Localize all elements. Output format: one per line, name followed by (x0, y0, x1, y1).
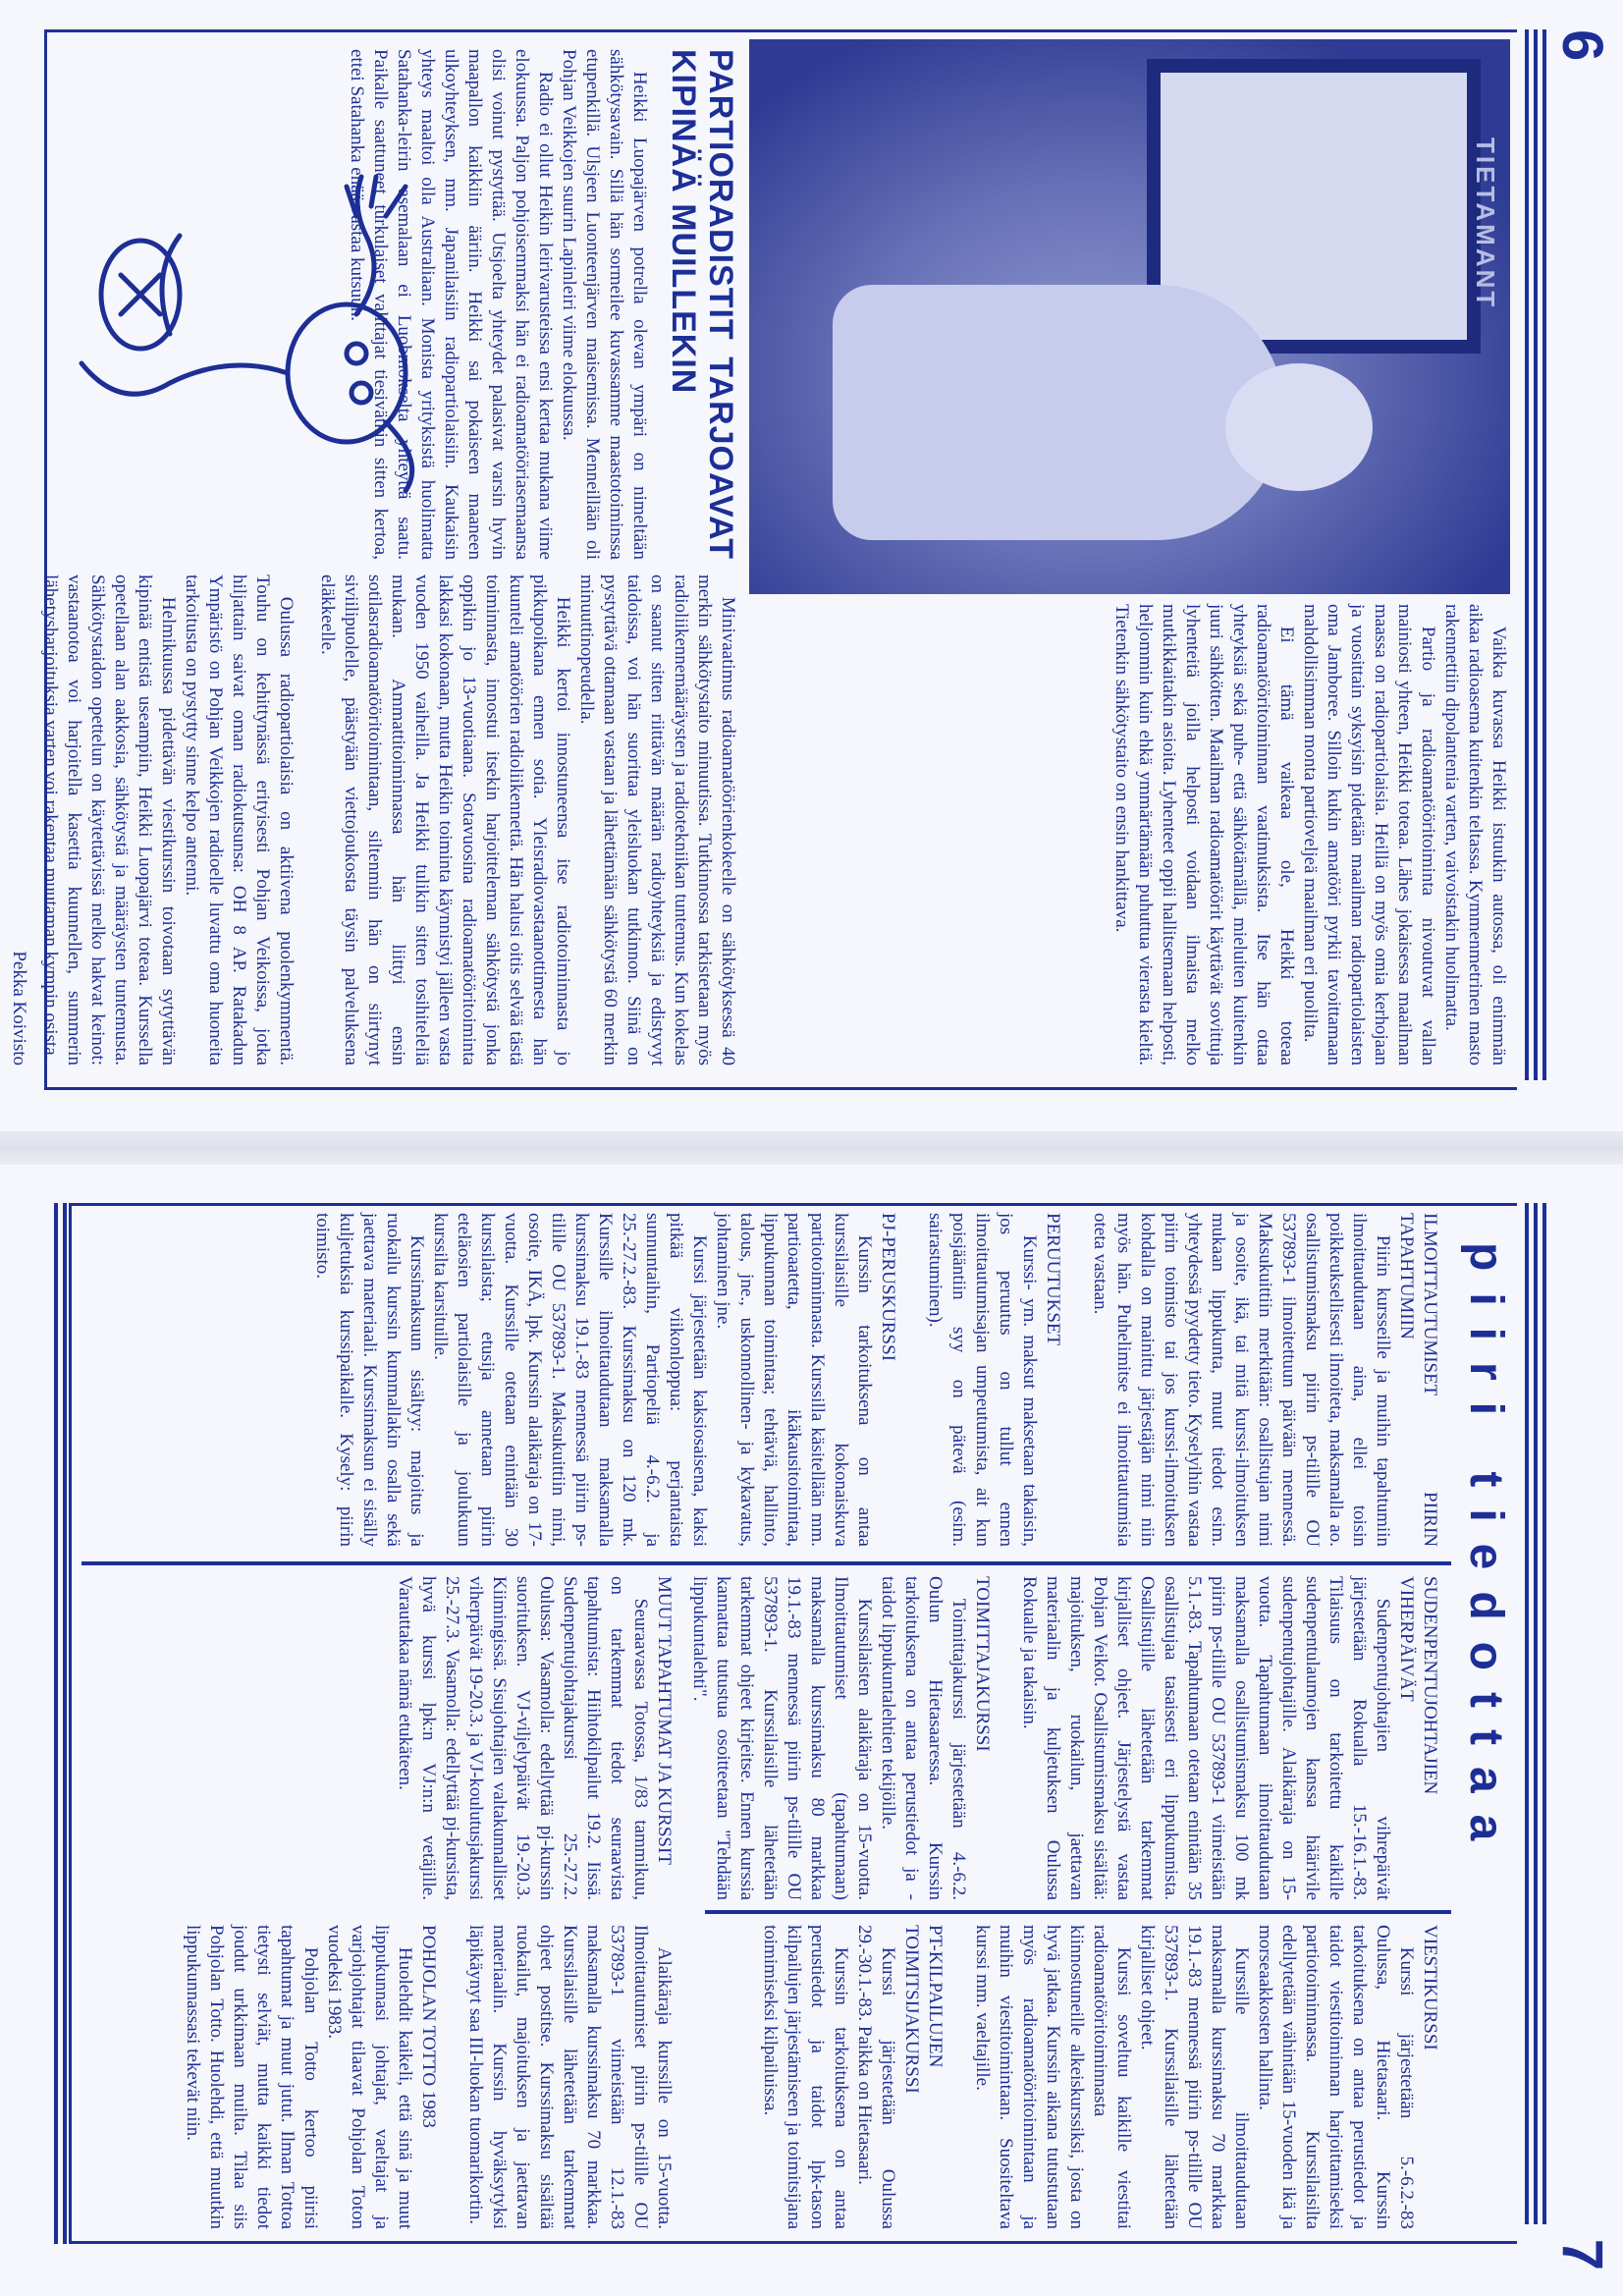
notice-heading: POHJOLAN TOTTO 1983 (418, 1925, 439, 2128)
notice-block (970, 1925, 1135, 2229)
column-3-lower (157, 1925, 676, 2229)
notice-text: Huolehdit kaikeli, että sinä ja muut lippukunnasi johtajat, vaeltajat ja varjohjohtajat tilaavat Pohjolan Toton vuodeksi 1983. (324, 1925, 415, 2229)
notice-text: Seuraavassa Totossa, 1/83 tammikuu, on tarkemmat tiedot seuraavista tapahtumista: Hiihtokilpailut 19.2. Iissä. Sudenpentujohtajakurssi 25.-27.2. Oulussa: Vasamolla: edellyttää pj-kurssin suorituksen. VJ-viljelypäivät 19.-20.3. Kiimingissä. Sisujohtajien valtakunnalliset viherpäivät 19-20.3. ja VJ-koulutusjakurssi 25.-27.3. Vasamolla: edellyttää pj-kursista, hyvä kurssi lpk:n VJ:n:n vetäjille. Varauttakaa nämä etukäteen. (395, 1576, 651, 1900)
intro-paragraph: Partio ja radioamatööritoiminta nivoutuvat vallan mainiosti yhteen, Heikki toteaa. Lähes jokaisessa maailman maassa on radiopartiolaisia. Heillä on myös omia kerhojaan ja vuosittain syksyisin pidetään maailman radiopartiolaisten oma Jamboree. Silloin kukin amatööri pyrkii tavoittamaan mahdollisimman monta partioveljeä maailman eri puolilta. (1300, 604, 1438, 1066)
notice-text: Kurssi soveltuu kaikille viestitai radioamatööritoiminnasta kiinnostuneille alkeiskurssiksi, josta on hyvä jatkaa. Kurssin aikana tutustutaan myös radioamatööritoimintaan ja muihin viestitoimintaan. Suositeltava kurssi mm. vaeltajille. (972, 1925, 1134, 2229)
intro-paragraph: Vaikka kuvassa Heikki istuukin autossa, oli enimmän aikaa radioasema kuitenkin teltassa. Kymmenmetrinen masto rakennettiin dipolantenia varten, vaivoistakin huolimatta. (1441, 604, 1509, 1066)
cartoon-radio-scout-illustration (52, 128, 464, 520)
notice-text: Alaikäraja kurssille on 15-vuotta. Ilmoittautumiset piirin ps-tilille OU 537893-1 viimeistään 12.1.-83 maksamalla kurssimaksu 70 markkaa. Kurssilaisille lähetetään tarkemmat ohjeet postitse. Kurssimaksu sisältää ruokailut, majoituksen ja jaettavan materiaalin. Kurssin hyväksytyksi läpikäynyt saa III-luokan tuomarikortin. (465, 1925, 675, 2229)
column-divider (705, 1910, 1451, 1914)
notice-text: Piirin kursseille ja muihin tapahtumiin ilmoittaudutaan aina, ellei toisin poikkeuksellisesti ilmoiteta, maksamalla ao. osallistumismaksu piirin ps-tilille OU 537893-1 ilmoitettuun päivään mennessä. Maksukuittiin merkitään: osallistujan nimi ja osoite, ikä, tai mitä kurssi-ilmoituksen mukaan lippukunta, muut tiedot esim. yhteydessä pyydetty tieto. Kyselyihin vastaa piirin toimisto tai jos kurssi-ilmoituksen kohdalla on mainittu järjestäjän nimi niin myös hän. Puhelimitse ei ilmoittautumisia oteta vastaan. (1090, 1213, 1393, 1547)
notice-text: Kurssilaisten alaikäraja on 15-vuotta. Ilmoittautumiset (tapahtumaan) maksamalla kurssimaksu 80 markkaa 19.1.-83 mennessä piirin ps-tilille OU 537893-1. Kurssilaisille lähetetään tarkemmat ohjeet kirjeitse. Ennen kurssia kannattaa tutustua osoitteetaan "Tehdään lippukuntalehti". (689, 1576, 875, 1900)
notice-heading: PERUUTUKSET (1043, 1213, 1063, 1346)
page-number: 7 (1550, 2238, 1614, 2270)
notice-block (1253, 1925, 1441, 2229)
footer-rules (49, 1203, 67, 2244)
page-number: 6 (1550, 29, 1614, 62)
notice-block (181, 1925, 322, 2229)
notice-block (393, 1576, 676, 1900)
notice-heading: VIESTIKURSSI (1420, 1925, 1440, 2050)
header-rules (1520, 1203, 1546, 2224)
notice-block (1088, 1213, 1441, 1547)
body-paragraph: Oulussa radiopartiolaisia on aktiivena puolenkymmentä. Touhu on kehittynässä erityisesti Pohjan Veikoissa, jotka hiljattain saivat oman radiokutsunsa: OH 8 AP. Ratakadun Ympäristö on Pohjan Veikkojen radioelle luvattu oma huoneita tarkoitusta on pystytty sinne kelpo antenni. (182, 574, 297, 1066)
article-headline: PARTIORADISTIT TARJOAVAT KIPINÄÄ MUILLEKIN (665, 49, 739, 560)
column-3 (734, 1925, 1441, 2229)
notice-text: Kurssi järjestetään 5.-6.2.-83 Oulussa, Hietasaari. Kurssin tarkoituksena on antaa perustiedot ja taidot viestitoiminnan harjoittamiseksi partiotoiminnassa. Kurssilaisilta edellytetään vähintään 15-vuoden ikä ja morseaakkosten hallinta. (1255, 1925, 1417, 2229)
notice-block (852, 1925, 947, 2229)
notice-block (1135, 1925, 1253, 2229)
notice-text: Kurssi järjestetään kaksiosaisena, kaksi pitkää viikonloppua: perjantaista sunnuntaihin, Partiopeliä 4.-6.2. ja 25.-27.2.-83. Kurssimaksu on 120 mk. Kurssille ilmoittaudutaan maksamalla kurssimaksu 19.1.-83 mennessä piirin ps-tilille OU 537893-1. Maksukuittiin nimi, osoite, IKÄ, lpk. Kurssin alaikäraja on 17-vuotta. Kurssille otetaan enintään 30 kurssilaista; etusija annetaan piirin eteläosien partiolaisille ja joulukuun kurssilta karsituille. (430, 1213, 710, 1547)
column-2-lower (369, 1576, 676, 1900)
notice-block (711, 1213, 899, 1547)
column-divider (81, 1561, 1451, 1565)
notice-block (1017, 1576, 1441, 1900)
page-fold (0, 1131, 1623, 1165)
notice-text: Sudenpentujohtajien vihrepäivät järjestetään Rokualla 15.-16.1.-83. Tilaisuus on tarkoitettu kaikille sudenpentulaumojen kanssa häärivile sudenpentujohtajille. Alaikäraja on 15-vuotta. Tapahtumaan ilmoittaudutaan maksamalla osallistumismaksu 100 mk piirin ps-tilille OU 537893-1 viimeistään 5.1.-83. Tapahtumaan otetaan enintään 35 osallistujaa tasaisesti eri lippukunnista. Osallistujille lähetetään tarkemmat kirjalliset ohjeet. Järjestelystä vastaa Pohjan Veikot. Osallistumismaksu sisältää: majoituksen, ruokailun, jaettavan materiaalin ja kuljetuksen Oulussa Rokualle ja takaisin. (1019, 1576, 1393, 1900)
photo-person (833, 285, 1284, 540)
notice-text: Kurssin tarkoituksena on antaa perustiedot ja taidot lpk-tason kilpailujen järjestämiseen ja toimitsijana toimimiseksi kilpailuissa. (760, 1925, 851, 2229)
photo-tent-text: TIETAMANT (1471, 137, 1500, 310)
section-title: piiri tiedottaa (1460, 1242, 1512, 1863)
notice-text: Toimittajakurssi järjestetään 4.-6.2. Oulun Hietasaaressa. Kurssin tarkoituksena on antaa perustiedot ja -taidot lippukuntalehtien tekijöille. (878, 1576, 969, 1900)
notice-block (322, 1925, 440, 2229)
photo-head (1225, 363, 1373, 491)
notice-heading: PT-KILPAILUJEN TOIMITSIJAKURSSI (901, 1925, 946, 2094)
column-1 (287, 1213, 1441, 1547)
notice-text: Kurssimaksuun sisältyy: majoitus ja ruokailu kurssin kummallakin osalla sekä jaettava materiaali. Kurssimaksun ei sisälly kuljetuksia kurssipaikalle. Kysely: piirin toimisto. (312, 1213, 427, 1547)
notice-text: Pohjolan Totto kertoo piirisi tapahtumat ja muut jutut. Ilman Tottoa tietysti selviät, mutta kaikki tiedot joudut urkkimaan muilta. Tilaa siis Pohjolan Totto. Huolehdi, että muutkin lippukunnassasi tekevät niin. (183, 1925, 321, 2229)
notice-text: Kurssi järjestetään Oulussa 29.-30.1.-83. Paikka on Hietasaari. (854, 1925, 898, 2229)
page-7 (0, 1164, 1623, 2296)
body-paragraph: Minivaatimus radioamatöörienkokeelle on sähkötyksessä 40 merkin sähkötystaito minuutissa. Tutkinnossa tarkistetaan myös radioliikennemääräysten ja radiotekniikan tuntemus. Kun kokelas on saanut sitten riittävän määrän radioyhteyksiä ja edistyvyt taidoissa, voi hän suorittaa yleisluokan tutkinnon. Siinä on pystyttävä ottamaan vastaan ja lähettämään sähkötystä 60 merkin minuuttinopeudella. (576, 574, 738, 1066)
article-paragraph: Radio ei ollut Heikin leirivarusteissa ensi kertaa mukana viime elokuussa. Paljon pohjoisemmaksi hän ei radioamatööriasemaansa olisi voinut pystyttää. Utsjoelta yhteydet palasivat varsin hyvin maapallon kaikkiin ääriin. Heikki sai pokaiseen maaneen ulkoyhteyksen, mm. Japanilaisiin radiopartiolaisiin. Kaukaisin yhteys maaltoi olla Australiaan. Monista yrityksistä huolimatta Satahanka-leirin asemalaan ei Luobmokselta yhteyttä saatu. Paikalle saattuneet turkulaiset valittajat tiesivätkin sitten kertoa, ettei Satahanka enää vastaa kutsuun. (347, 49, 556, 560)
column-2 (664, 1576, 1441, 1900)
notice-block (310, 1213, 428, 1547)
intro-paragraph: Ei tämä vaikeaa ole, Heikki toteaa radioamatööritoiminnan vaatimuksista. Itse hän ottaa yhteyksiä sekä puhe- että sähkötämällä, mieluiten kuitenkin juuri sähkötten. Maailman radioamatöörit käyttävät sovittuja lyhenteitä joilla helposti voidaan ilmaista melko mutkikkaitakin asioita. Lyhenteet oppii hallitsemaan helposti, heljommin kuin ehkä ymmärtämään puhuttua vierasta kieltä. Tietenkin sähkötystaito on ensin hankittava. (1111, 604, 1297, 1066)
photo-radio-operator (749, 39, 1510, 594)
notice-block (876, 1576, 994, 1900)
intro-column (1109, 604, 1510, 1066)
notice-heading: SUDENPENTUJOHTAJIEN VIHERPÄIVÄT (1396, 1576, 1440, 1795)
notice-heading: PJ-PERUSKURSSI (878, 1213, 898, 1361)
page-6 (0, 0, 1623, 1129)
body-paragraph: Heikki kertoi innostuneensa itse radiotoiminnasta jo pikkupoikana ennen sotia. Yleisradiovastaanottimesta hän kuunteli amatöörien radioliikennettä. Hän halusi oitis selvää tästä toiminnasta, innostui itsekin harjoitteleman sähkötystä jonka oppikin jo 13-vuotiaana. Sotavuosina radioamatööritoiminta lakkasi kokonaan, mutta Heikin toiminta käynnistyi jälleen vasta vuoden 1950 vaiheilla. Ja Heikki tulikin sitten tosihiteleliä mukaan. Ammattitoiminnassa hän liittyi ensin sotilasradioamatööritoimintaan, siltenmin hän on siirtynyt siviilipuolelle, päästyään viettojoukosta täysin palveluksena eläkkeelle. (317, 574, 573, 1066)
notice-block (758, 1925, 852, 2229)
body-paragraph: Helmikuussa pidettävän viestikurssin toivotaan sytyttävän kipinää entistä useampiin, Heikki Luopajärvi toteaa. Kurssella opetellaan alan aakkosia, sähkötystä ja määräysten tuntemusta. Sähkötystaidon opettelun on käytettävissä melko hakvat keinot: vastaanotoa voi harjoitella kasettia kuunnellen, summerin lähetysharjoituksia varten voi rakentaa muutaman kympin osista. (40, 574, 179, 1066)
header-rules (1520, 29, 1546, 1080)
notice-heading: ILMOITTAUTUMISET PIIRIN TAPAHTUMIIN (1396, 1213, 1440, 1547)
article-paragraph: Heikki Luopajärven potrella olevan ympäri on nimeltään sähkötysavain. Sillä hän sormeilee kuvassamme maastotoiminssa etupenkillä. Ulsjeen Luonteenjärven maisemissa. Menneillään oli Pohjan Veikkojen suurin Lapinleiri viime elokuussa. (559, 49, 650, 560)
notice-text: Kurssi- ym. maksut maksetaan takaisin, jos peruutus on tullut ennen ilmoittautumisajan umpeutumista, ait kun poisjääntiin syy on pätevä (esim. sairastuminen). (925, 1213, 1040, 1547)
notice-block (463, 1925, 676, 2229)
notice-heading: MUUT TAPAHTUMAT JA KURSSIT (654, 1576, 675, 1865)
notice-block (428, 1213, 711, 1547)
middle-column (7, 574, 739, 1066)
notice-block (923, 1213, 1064, 1547)
author-signature: Pekka Koivisto (9, 951, 29, 1066)
notice-text: Kurssin tarkoituksena on antaa kurssilaisille kokonaiskuva partiotoiminnasta. Kurssilla käsitellään mm. partioaatetta, ikäkausitoimintaa, lippukunnan toimintaa; tehtäviä, hallinto, talous, jne., uskonnollinen- ja kykavatus, johtaminen jne. (713, 1213, 875, 1547)
notice-block (687, 1576, 876, 1900)
notice-heading: TOIMITTAJAKURSSI (972, 1576, 993, 1752)
notice-text: Kurssille ilmoittaudutaan maksamalla kurssimaksu 70 markkaa 19.1.-83 mennessä piirin ps-tilille OU 537893-1. Kurssilaisille lähetetään kirjalliset ohjeet. (1137, 1925, 1252, 2229)
